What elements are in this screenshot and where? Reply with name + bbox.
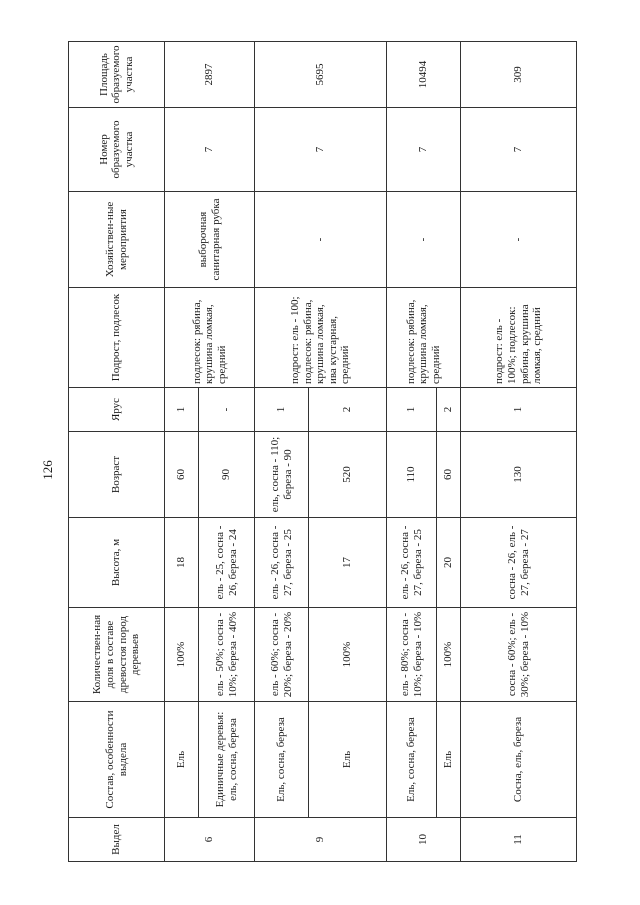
- cell-podrost: подрост: ель - 100; подлесок: рябина, крушина ломкая, ива кустарная, средний: [255, 288, 387, 388]
- cell-nomer: 7: [165, 108, 255, 192]
- cell-sostav: Ель: [309, 702, 387, 818]
- header-yarus: Ярус: [69, 388, 165, 432]
- cell-sostav: Ель: [165, 702, 199, 818]
- cell-ploshchad: 2897: [165, 42, 255, 108]
- cell-vozrast: 520: [309, 432, 387, 518]
- cell-meropr: -: [255, 192, 387, 288]
- cell-vozrast: 60: [165, 432, 199, 518]
- cell-yarus: 1: [461, 388, 577, 432]
- cell-vydel: 10: [387, 818, 461, 862]
- table-row: [255, 42, 309, 862]
- cell-ploshchad: 10494: [387, 42, 461, 108]
- cell-vozrast: 110: [387, 432, 437, 518]
- cell-meropr: -: [387, 192, 461, 288]
- table-row: [165, 42, 199, 862]
- header-dolya: Количествен-ная доля в составе древостоя пород деревьев: [69, 608, 165, 702]
- cell-vysota: 20: [437, 518, 461, 608]
- cell-dolya: 100%: [165, 608, 199, 702]
- cell-vysota: ель - 26, сосна - 27, береза - 25: [255, 518, 309, 608]
- cell-vysota: ель - 26, сосна - 27, береза - 25: [387, 518, 437, 608]
- cell-dolya: ель - 60%; сосна - 20%; береза - 20%: [255, 608, 309, 702]
- cell-meropr: -: [461, 192, 577, 288]
- header-podrost: Подрост, подлесок: [69, 288, 165, 388]
- cell-vozrast: 130: [461, 432, 577, 518]
- cell-vysota: ель - 25, сосна - 26, береза - 24: [199, 518, 255, 608]
- header-ploshchad: Площадь образуемого участка: [69, 42, 165, 108]
- cell-vozrast: 90: [199, 432, 255, 518]
- table-row: [387, 42, 437, 862]
- rotated-table-wrapper: [68, 42, 576, 862]
- cell-ploshchad: 5695: [255, 42, 387, 108]
- cell-ploshchad: 309: [461, 42, 577, 108]
- header-meropr: Хозяйствен-ные мероприятия: [69, 192, 165, 288]
- cell-dolya: 100%: [437, 608, 461, 702]
- cell-yarus: 1: [387, 388, 437, 432]
- cell-sostav: Ель: [437, 702, 461, 818]
- cell-vozrast: ель, сосна - 110; береза - 90: [255, 432, 309, 518]
- cell-nomer: 7: [461, 108, 577, 192]
- page-number: 126: [40, 460, 55, 480]
- cell-sostav: Ель, сосна, береза: [387, 702, 437, 818]
- cell-yarus: 1: [255, 388, 309, 432]
- forest-plot-table: [68, 41, 577, 862]
- cell-sostav: Единичные деревья: ель, сосна, береза: [199, 702, 255, 818]
- header-nomer: Номер образуемого участка: [69, 108, 165, 192]
- cell-vysota: сосна - 26, ель - 27, береза - 27: [461, 518, 577, 608]
- header-row: [69, 42, 165, 862]
- cell-podrost: подлесок: рябина, крушина ломкая, средний: [165, 288, 255, 388]
- cell-nomer: 7: [255, 108, 387, 192]
- header-sostav: Состав, особенности выдела: [69, 702, 165, 818]
- cell-dolya: сосна - 60%; ель - 30%; береза - 10%: [461, 608, 577, 702]
- cell-podrost: подрост: ель - 100%; подлесок: рябина, крушина ломкая, средний: [461, 288, 577, 388]
- cell-dolya: ель - 50%; сосна - 10%; береза - 40%: [199, 608, 255, 702]
- cell-yarus: -: [199, 388, 255, 432]
- cell-vydel: 11: [461, 818, 577, 862]
- cell-sostav: Сосна, ель, береза: [461, 702, 577, 818]
- cell-dolya: ель - 80%; сосна - 10%; береза - 10%: [387, 608, 437, 702]
- cell-vydel: 9: [255, 818, 387, 862]
- cell-vysota: 17: [309, 518, 387, 608]
- cell-yarus: 2: [309, 388, 387, 432]
- cell-meropr: выборочная санитарная рубка: [165, 192, 255, 288]
- cell-podrost: подлесок: рябина, крушина ломкая, средний: [387, 288, 461, 388]
- cell-dolya: 100%: [309, 608, 387, 702]
- table-row: [461, 42, 577, 862]
- cell-yarus: 2: [437, 388, 461, 432]
- cell-vysota: 18: [165, 518, 199, 608]
- cell-vydel: 6: [165, 818, 255, 862]
- header-vysota: Высота, м: [69, 518, 165, 608]
- cell-nomer: 7: [387, 108, 461, 192]
- cell-yarus: 1: [165, 388, 199, 432]
- cell-sostav: Ель, сосна, береза: [255, 702, 309, 818]
- header-vozrast: Возраст: [69, 432, 165, 518]
- cell-vozrast: 60: [437, 432, 461, 518]
- header-vydel: Выдел: [69, 818, 165, 862]
